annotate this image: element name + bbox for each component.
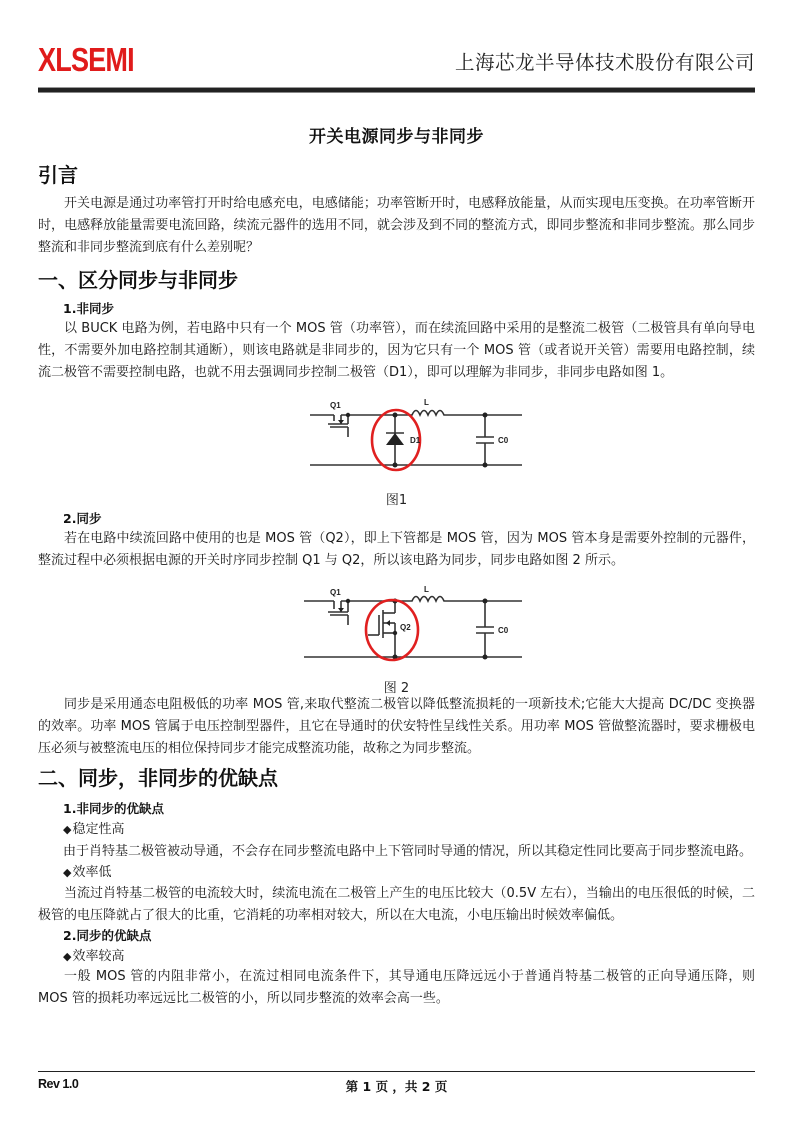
intro-paragraph: 开关电源是通过功率管打开时给电感充电，电感储能；功率管断开时，电感释放能量，从而实现电压变换。在功率管断开时，电感释放能量需要电流回路，续流元器件的选用不同，就会涉及到不同的整流方式，即同步整流和非同步整流。那么同步整流和非同步整流到底有什么差别呢？ — [38, 196, 755, 255]
label-c0: C0 — [498, 626, 509, 635]
label-l: L — [424, 398, 429, 407]
section1-sub2-heading: 2.同步 — [63, 511, 102, 526]
figure-1-caption: 图1 — [385, 493, 408, 508]
label-l: L — [424, 585, 429, 594]
section2-sub1-text2: 当流过肖特基二极管的电流较大时，续流电流在二极管上产生的电压比较大（0.5V 左右），当输出的电压很低的时候，二极管的电压降就占了很大的比重，它消耗的功率相对较大，所以在大电流，小电压输出时候效率偏低。 — [38, 886, 755, 923]
bullet-stability: ◆稳定性高 — [63, 822, 125, 837]
label-q1: Q1 — [330, 401, 341, 410]
label-q1: Q1 — [330, 588, 341, 597]
buck-async-circuit-diagram — [300, 393, 522, 475]
bullet-high-efficiency: ◆效率较高 — [63, 949, 125, 964]
section1-heading: 一、区分同步与非同步 — [38, 268, 238, 292]
figure-2-caption: 图 2 — [383, 681, 410, 696]
figure-2-circuit — [300, 583, 522, 672]
header-rule — [38, 87, 755, 93]
section1-sub1-heading: 1.非同步 — [63, 301, 114, 316]
label-q2: Q2 — [400, 623, 411, 632]
page-number: 第 1 页 ，共 2 页 — [345, 1079, 448, 1094]
diamond-bullet-icon: ◆ — [63, 950, 72, 963]
logo: XLSEMI — [38, 41, 134, 78]
section2-heading: 二、同步，非同步的优缺点 — [38, 766, 278, 790]
section1-sub2-paragraph: 若在电路中续流回路中使用的也是 MOS 管（Q2），即上下管都是 MOS 管，因为 MOS 管本身是需要外控制的元器件，整流过程中必须根据电源的开关时序同步控制 Q1 与 Q2，所以该电路为同步，同步电路如图 2 所示。 — [38, 531, 755, 568]
label-c0: C0 — [498, 436, 509, 445]
company-name: 上海芯龙半导体技术股份有限公司 — [454, 51, 755, 74]
section2-sub1-text1: 由于肖特基二极管被动导通，不会存在同步整流电路中上下管同时导通的情况，所以其稳定性同比要高于同步整流电路。 — [63, 844, 753, 859]
bullet-low-efficiency: ◆效率低 — [63, 865, 112, 880]
diamond-bullet-icon: ◆ — [63, 866, 72, 879]
revision-label: Rev 1.0 — [38, 1077, 79, 1091]
section2-sub1-heading: 1.非同步的优缺点 — [63, 801, 164, 816]
label-d1: D1 — [410, 436, 421, 445]
footer-rule — [38, 1071, 755, 1072]
section2-sub2-heading: 2.同步的优缺点 — [63, 928, 152, 943]
diamond-bullet-icon: ◆ — [63, 823, 72, 836]
section2-sub2-text1: 一般 MOS 管的内阻非常小，在流过相同电流条件下，其导通电压降远远小于普通肖特基二极管的正向导通压降，则 MOS 管的损耗功率远远比二极管的小，所以同步整流的效率会高一些。 — [38, 969, 755, 1006]
section1-paragraph-3: 同步是采用通态电阻极低的功率 MOS 管,来取代整流二极管以降低整流损耗的一项新技术;它能大大提高 DC/DC 变换器的效率。功率 MOS 管属于电压控制型器件，且它在导通时的伏安特性呈线性关系。用功率 MOS 管做整流器时，要求栅极电压必须与被整流电压的相位保持同步才能完成整流功能，故称之为同步整流。 — [38, 697, 755, 756]
buck-sync-circuit-diagram — [300, 583, 522, 668]
section1-sub1-paragraph: 以 BUCK 电路为例，若电路中只有一个 MOS 管（功率管），而在续流回路中采用的是整流二极管（二极管具有单向导电性，不需要外加电路控制其通断），则该电路就是非同步的，因为它只有一个 MOS 管（或者说开关管）需要用电路控制，续流二极管不需要控制电路，也就不用去强调同步控制二极管（D1），即可以理解为非同步，非同步电路如图 1。 — [38, 321, 755, 380]
intro-heading: 引言 — [38, 163, 78, 187]
figure-1-circuit — [300, 393, 522, 479]
document-title: 开关电源同步与非同步 — [309, 127, 484, 147]
